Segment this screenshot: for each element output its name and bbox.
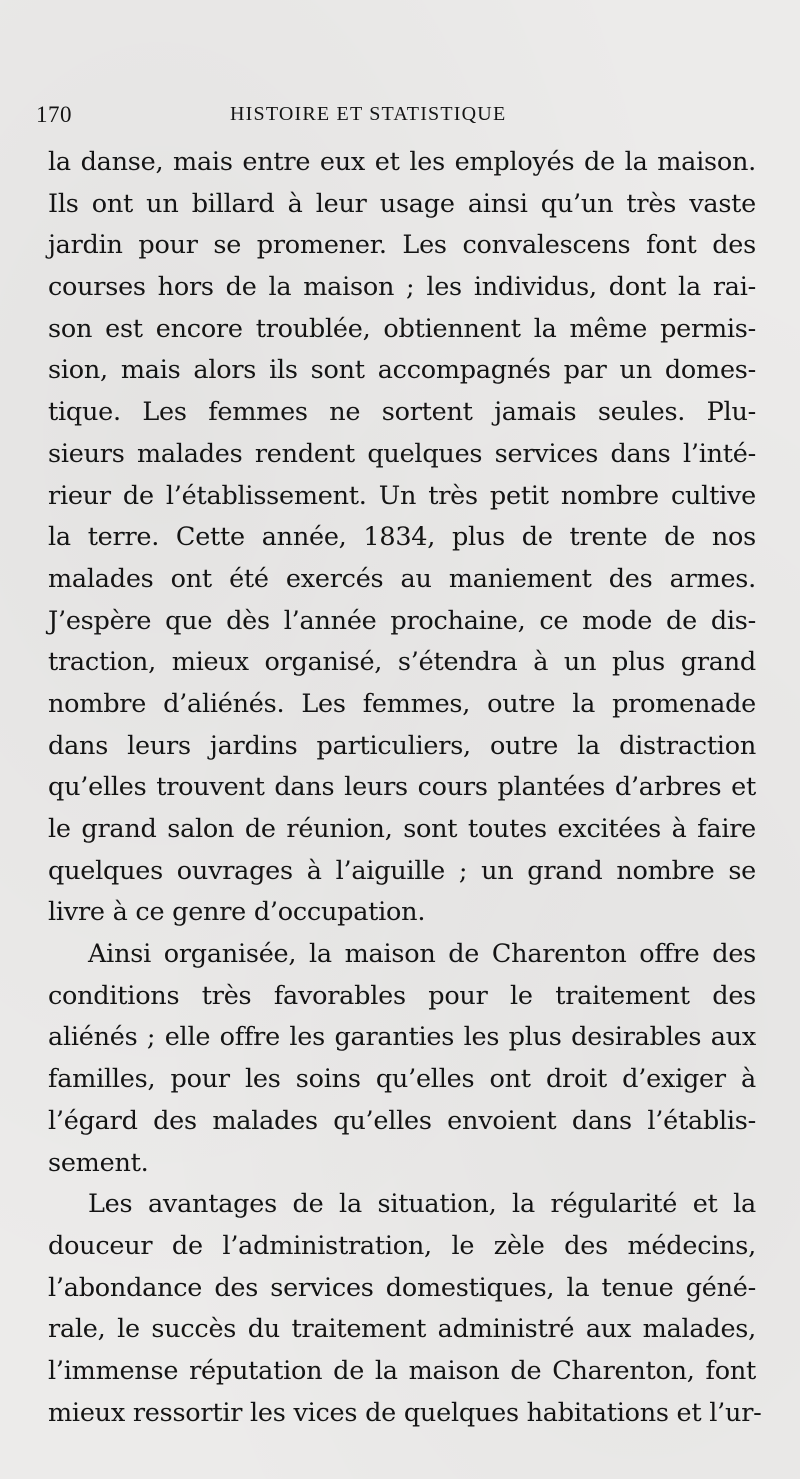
text-line: l’immense réputation de la maison de Charenton, font [48,1355,756,1386]
text-line: malades ont été exercés au maniement des armes. [48,563,756,594]
text-line: jardin pour se promener. Les convalescens font des [48,230,756,261]
body-text [48,142,762,1434]
paragraph [48,934,756,1184]
text-line: courses hors de la maison ; les individus, dont la rai- [48,272,756,303]
text-line: douceur de l’administration, le zèle des médecins, [48,1230,756,1261]
text-line: la danse, mais entre eux et les employés de la maison. [48,147,756,177]
paragraph [48,142,756,934]
text-line: l’abondance des services domestiques, la tenue géné- [48,1272,756,1303]
page-number: 170 [36,102,72,127]
text-line: familles, pour les soins qu’elles ont droit d’exiger à [48,1064,756,1095]
text-line: rale, le succès du traitement administré aux malades, [48,1314,756,1345]
text-line: livre à ce genre d’occupation. [48,897,426,928]
text-line: rieur de l’établissement. Un très petit nombre cultive [48,480,756,511]
text-line: la terre. Cette année, 1834, plus de trente de nos [48,522,756,553]
text-line: mieux ressortir les vices de quelques habitations et l’ur- [48,1397,762,1428]
text-line: quelques ouvrages à l’aiguille ; un grand nombre se [48,855,756,886]
text-line: sieurs malades rendent quelques services dans l’inté- [48,438,756,469]
text-line: le grand salon de réunion, sont toutes excitées à faire [48,814,756,844]
text-line: dans leurs jardins particuliers, outre la distraction [48,730,756,761]
text-line: nombre d’aliénés. Les femmes, outre la promenade [48,688,756,719]
text-line: conditions très favorables pour le traitement des [48,980,756,1011]
page-header [36,102,756,132]
text-line: traction, mieux organisé, s’étendra à un plus grand [48,647,756,678]
text-line: aliénés ; elle offre les garanties les plus desirables aux [48,1022,756,1053]
text-line: Ainsi organisée, la maison de Charenton offre des [88,939,756,970]
running-title: HISTOIRE ET STATISTIQUE [230,103,507,125]
text-line: sement. [48,1147,149,1178]
text-line: Ils ont un billard à leur usage ainsi qu’un très vaste [48,188,756,219]
text-line: son est encore troublée, obtiennent la même permis- [48,313,756,344]
text-line: l’égard des malades qu’elles envoient dans l’établis- [48,1105,756,1136]
text-line: sion, mais alors ils sont accompagnés par un domes- [48,355,756,386]
text-line: qu’elles trouvent dans leurs cours plantées d’arbres et [48,772,756,803]
paragraph [48,1184,762,1434]
text-line: J’espère que dès l’année prochaine, ce mode de dis- [48,605,756,636]
text-line: Les avantages de la situation, la régularité et la [88,1189,756,1220]
text-line: tique. Les femmes ne sortent jamais seules. Plu- [48,397,756,428]
